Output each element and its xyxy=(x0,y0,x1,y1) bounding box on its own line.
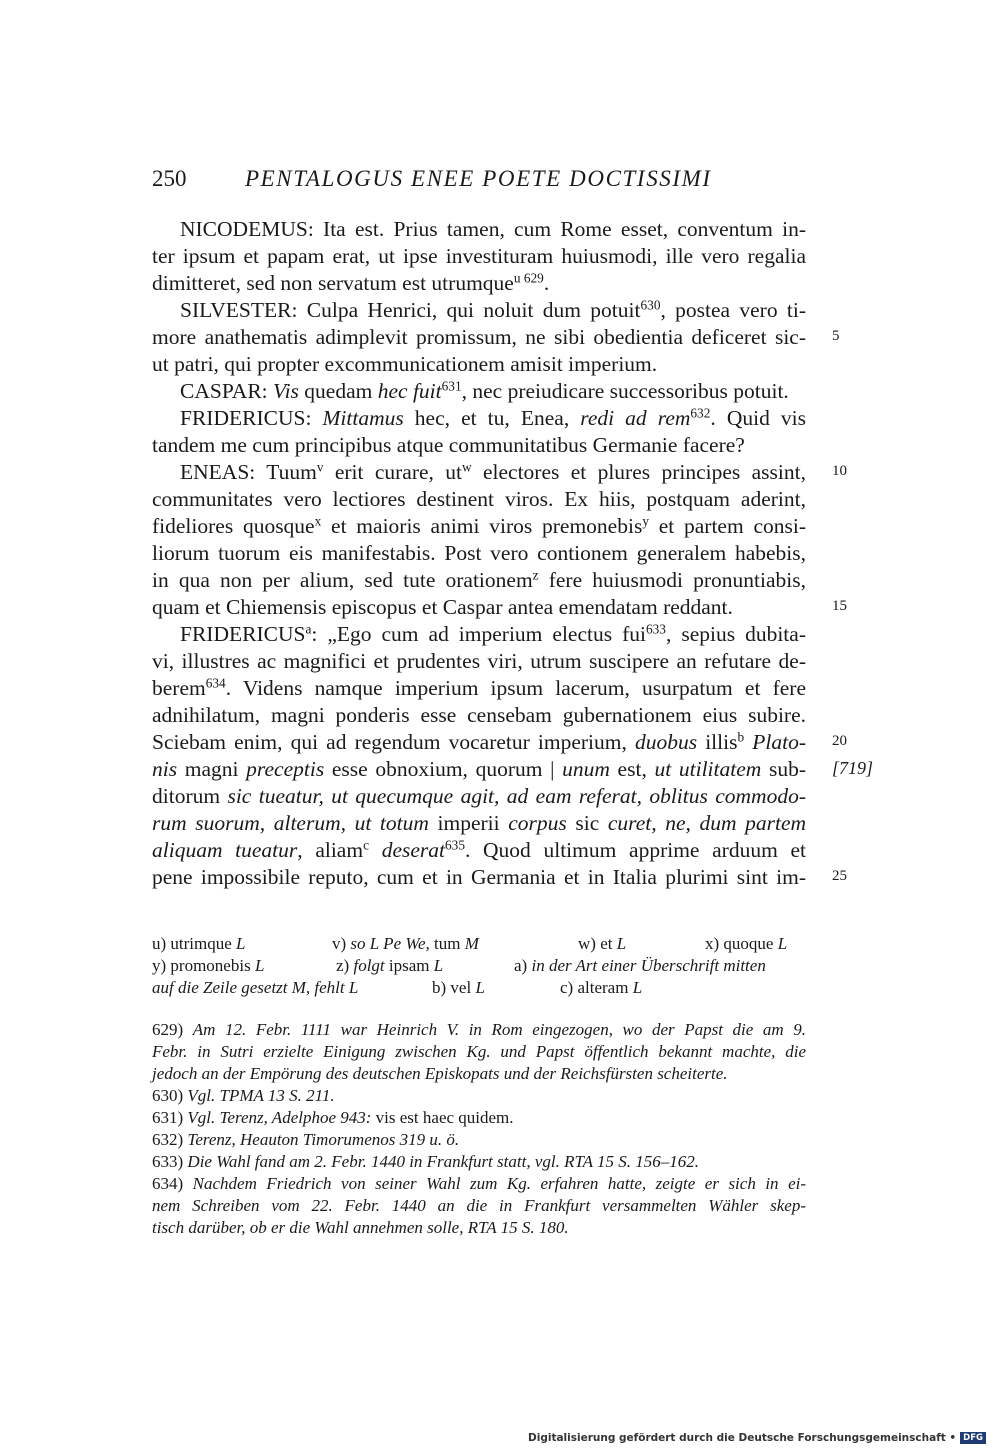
text-span: , sepius dubita- xyxy=(665,622,806,646)
text-italic: L xyxy=(475,978,485,997)
text-italic: L xyxy=(616,934,627,953)
text-italic: tisch darüber, ob er die Wahl annehmen solle, RTA 15 S. 180. xyxy=(152,1218,569,1237)
text-span: 633) xyxy=(152,1152,188,1171)
text-line xyxy=(180,297,806,324)
text-italic: L xyxy=(632,978,643,997)
text-italic: nem Schreiben vom 22. Febr. 1440 an die in Frankfurt versammelten Wähler skep- xyxy=(152,1196,806,1215)
text-italic: L xyxy=(254,956,265,975)
apparatus-entry xyxy=(705,933,787,956)
text-italic: Am 12. Febr. 1111 war Heinrich V. in Rom eingezogen, wo der Papst die am 9. xyxy=(192,1020,806,1039)
text-span: electores et plures principes assint, xyxy=(471,460,806,484)
text-span: w) et xyxy=(578,934,617,953)
apparatus-ref: z xyxy=(532,567,539,583)
text-span: x) quoque xyxy=(705,934,778,953)
text-span: : „Ego cum ad imperium electus fui xyxy=(311,622,646,646)
text-span: . Videns namque imperium ipsum lacerum, usurpatum et fere xyxy=(225,676,806,700)
text-span: magni xyxy=(177,757,247,781)
text-span: . Quid vis xyxy=(710,406,806,430)
text-italic: unum xyxy=(562,757,610,781)
margin-page-ref: [719] xyxy=(832,758,874,778)
text-span: tandem me cum principibus atque communitatibus Germanie facere? xyxy=(152,433,745,457)
footnote-ref: 632 xyxy=(690,405,711,421)
text-line xyxy=(180,459,806,486)
running-title: PENTALOGUS ENEE POETE DOCTISSIMI xyxy=(245,166,712,191)
text-italic: Vgl. Terenz, Adelphoe 943: xyxy=(187,1108,372,1127)
text-span: , aliam xyxy=(297,838,364,862)
text-span: v) xyxy=(332,934,351,953)
text-span: esse obnoxium, quorum | xyxy=(324,757,563,781)
apparatus-entry xyxy=(578,933,705,956)
apparatus-ref: c xyxy=(363,837,369,853)
credit-text: Digitalisierung gefördert durch die Deutsche Forschungsgemeinschaft • xyxy=(528,1432,957,1444)
line-number: 20 xyxy=(832,733,847,749)
apparatus-ref: x xyxy=(314,513,322,529)
text-span: , nec preiudicare successoribus potuit. xyxy=(461,379,789,403)
apparatus-entry xyxy=(152,933,332,956)
text-span: a) xyxy=(514,956,532,975)
text-span: FRIDERICUS xyxy=(180,622,306,646)
apparatus-ref: b xyxy=(737,729,745,745)
text-line xyxy=(152,837,806,864)
text-span: ter ipsum et papam erat, ut ipse investituram huiusmodi, ille vero regalia xyxy=(152,244,806,268)
text-span: vi, illustres ac magnifici et prudentes viri, utrum suscipere an refutare de- xyxy=(152,649,806,673)
text-span: SILVESTER: Culpa Henrici, qui noluit dum potuit xyxy=(180,298,641,322)
apparatus-entry xyxy=(332,933,578,956)
text-italic: aliquam tueatur xyxy=(152,838,298,862)
text-line xyxy=(152,729,806,756)
apparatus-entry xyxy=(514,955,766,978)
dfg-credit xyxy=(528,1432,986,1444)
apparatus-line xyxy=(152,977,806,1000)
text-span: erit curare, ut xyxy=(323,460,462,484)
text-italic: sic tueatur, ut quecumque agit, ad eam referat, oblitus commodo- xyxy=(227,784,806,808)
text-span: fideliores quosque xyxy=(152,514,315,538)
text-italic: M xyxy=(464,934,479,953)
text-italic: L xyxy=(236,934,246,953)
text-italic: Die Wahl fand am 2. Febr. 1440 in Frankfurt statt, vgl. RTA 15 S. 156–162. xyxy=(187,1152,699,1171)
text-line xyxy=(152,810,806,837)
text-line xyxy=(152,783,806,810)
text-span: fere huiusmodi pronuntiabis, xyxy=(538,568,806,592)
text-span: b) vel xyxy=(432,978,476,997)
text-span: quam et Chiemensis episcopus et Caspar antea emendatam reddant. xyxy=(152,595,733,619)
text-italic: duobus xyxy=(634,730,698,754)
line-number: 10 xyxy=(832,463,847,479)
line-number: 25 xyxy=(832,868,847,884)
line-number: 15 xyxy=(832,598,847,614)
apparatus-line xyxy=(152,955,806,978)
apparatus-entry xyxy=(152,955,336,978)
apparatus-ref: y xyxy=(642,513,649,529)
text-span: ipsam xyxy=(384,956,434,975)
text-span: z) xyxy=(336,956,354,975)
text-italic: Vgl. TPMA 13 S. 211. xyxy=(187,1086,335,1105)
text-span: CASPAR: xyxy=(180,379,274,403)
apparatus-entry xyxy=(152,977,432,1000)
text-italic: nis xyxy=(152,757,178,781)
text-span: tum xyxy=(429,934,465,953)
text-line xyxy=(152,270,806,297)
footnote-line xyxy=(152,1217,806,1240)
footnote-line xyxy=(152,1019,806,1042)
text-line xyxy=(152,594,806,621)
footnote-line xyxy=(152,1063,806,1086)
footnote-ref: 631 xyxy=(441,378,462,394)
text-italic: in der Art einer Überschrift mitten xyxy=(531,956,766,975)
text-line xyxy=(180,378,806,405)
footnote-line xyxy=(152,1041,806,1064)
text-italic: ut utilitatem xyxy=(654,757,762,781)
text-span: adnihilatum, magni ponderis esse censebam gubernationem eius subire. xyxy=(152,703,806,727)
text-span: more anathematis adimplevit promissum, ne sibi obedientia deficeret sic- xyxy=(152,325,806,349)
text-italic: folgt xyxy=(353,956,385,975)
text-span: , postea vero ti- xyxy=(660,298,806,322)
text-italic: redi ad rem xyxy=(580,406,691,430)
text-span: u) utrimque xyxy=(152,934,237,953)
text-span: pene impossibile reputo, cum et in Germania et in Italia plurimi sint im- xyxy=(152,865,806,889)
text-span: c) alteram xyxy=(560,978,633,997)
text-span: quedam xyxy=(298,379,378,403)
text-span: y) promonebis xyxy=(152,956,255,975)
footnote-line xyxy=(152,1107,806,1130)
footnote-line xyxy=(152,1129,806,1152)
apparatus-ref: w xyxy=(461,459,472,475)
text-span: 630) xyxy=(152,1086,188,1105)
footnote-line xyxy=(152,1151,806,1174)
page-number: 250 xyxy=(152,166,187,191)
text-span: hec, et tu, Enea, xyxy=(403,406,581,430)
text-line xyxy=(152,675,806,702)
text-span xyxy=(369,838,382,862)
text-line xyxy=(152,540,806,567)
text-italic: preceptis xyxy=(246,757,325,781)
text-italic: Terenz, Heauton Timorumenos 319 u. ö. xyxy=(187,1130,460,1149)
text-span: imperii xyxy=(428,811,509,835)
text-span: communitates vero lectiores destinent viros. Ex hiis, postquam aderint, xyxy=(152,487,806,511)
text-line xyxy=(152,648,806,675)
apparatus-entry xyxy=(432,977,560,1000)
text-span: dimitteret, sed non servatum est utrumque xyxy=(152,271,514,295)
footnote-line xyxy=(152,1195,806,1218)
text-span: berem xyxy=(152,676,206,700)
footnote-ref: 634 xyxy=(205,675,226,691)
text-italic: jedoch an der Empörung des deutschen Episkopats und der Reichsfürsten scheiterte. xyxy=(152,1064,728,1083)
apparatus-ref: a xyxy=(305,621,312,637)
text-line xyxy=(152,756,806,783)
text-line xyxy=(152,864,806,891)
text-span: illis xyxy=(697,730,738,754)
text-italic: L xyxy=(433,956,444,975)
text-italic: corpus xyxy=(508,811,567,835)
text-italic: Vis xyxy=(273,379,299,403)
text-span: sub- xyxy=(761,757,806,781)
text-span: ut patri, qui propter excommunicationem amisit imperium. xyxy=(152,352,658,376)
text-line xyxy=(152,513,806,540)
text-span: liorum tuorum eis manifestabis. Post vero contionem generalem habebis, xyxy=(152,541,806,565)
text-span: sic xyxy=(566,811,608,835)
footnote-ref: u 629 xyxy=(513,270,544,286)
text-span: 629) xyxy=(152,1020,193,1039)
text-italic: rum suorum, alterum, ut totum xyxy=(152,811,429,835)
text-italic: curet, ne, dum partem xyxy=(607,811,807,835)
text-line xyxy=(152,243,806,270)
text-line xyxy=(152,351,806,378)
footnote-line xyxy=(152,1085,806,1108)
text-span: FRIDERICUS: xyxy=(180,406,323,430)
apparatus-entry xyxy=(336,955,514,978)
text-line xyxy=(152,702,806,729)
text-span: et maioris animi viros premonebis xyxy=(321,514,643,538)
text-italic: Plato- xyxy=(752,730,807,754)
apparatus-entry xyxy=(560,977,642,1000)
footnote-line xyxy=(152,1173,806,1196)
footnote-ref: 633 xyxy=(645,621,666,637)
apparatus-ref: v xyxy=(316,459,324,475)
text-line xyxy=(152,567,806,594)
footnote-ref: 630 xyxy=(640,297,661,313)
apparatus-line xyxy=(152,933,806,956)
text-span: 632) xyxy=(152,1130,188,1149)
text-span: 631) xyxy=(152,1108,188,1127)
text-span: NICODEMUS: Ita est. Prius tamen, cum Rome esset, conventum in- xyxy=(180,217,806,241)
text-italic: L xyxy=(777,934,788,953)
text-italic: Febr. in Sutri erzielte Einigung zwischen Kg. und Papst öffentlich bekannt machte, die xyxy=(152,1042,806,1061)
text-line xyxy=(152,486,806,513)
text-italic: so L Pe We, xyxy=(350,934,430,953)
text-span: 634) xyxy=(152,1174,193,1193)
text-span: in qua non per alium, sed tute orationem xyxy=(152,568,533,592)
text-italic: Mittamus xyxy=(322,406,404,430)
text-span: et partem consi- xyxy=(648,514,806,538)
text-italic: auf die Zeile gesetzt M, fehlt L xyxy=(152,978,359,997)
text-line xyxy=(152,432,806,459)
text-span: vis est haec quidem. xyxy=(371,1108,514,1127)
text-span: ditorum xyxy=(152,784,228,808)
dfg-logo: DFG xyxy=(960,1432,986,1444)
text-span: ENEAS: Tuum xyxy=(180,460,317,484)
text-italic: hec fuit xyxy=(377,379,442,403)
text-italic: deserat xyxy=(381,838,445,862)
text-line xyxy=(180,216,806,243)
text-italic: Nachdem Friedrich von seiner Wahl zum Kg. erfahren hatte, zeigte er sich in ei- xyxy=(192,1174,806,1193)
text-span: est, xyxy=(609,757,655,781)
text-line xyxy=(180,621,806,648)
text-line xyxy=(180,405,806,432)
footnote-ref: 635 xyxy=(444,837,465,853)
text-span: Sciebam enim, qui ad regendum vocaretur imperium, xyxy=(152,730,635,754)
line-number: 5 xyxy=(832,328,840,344)
text-span: . Quod ultimum apprime arduum et xyxy=(464,838,807,862)
text-span: . xyxy=(543,271,550,295)
text-line xyxy=(152,324,806,351)
